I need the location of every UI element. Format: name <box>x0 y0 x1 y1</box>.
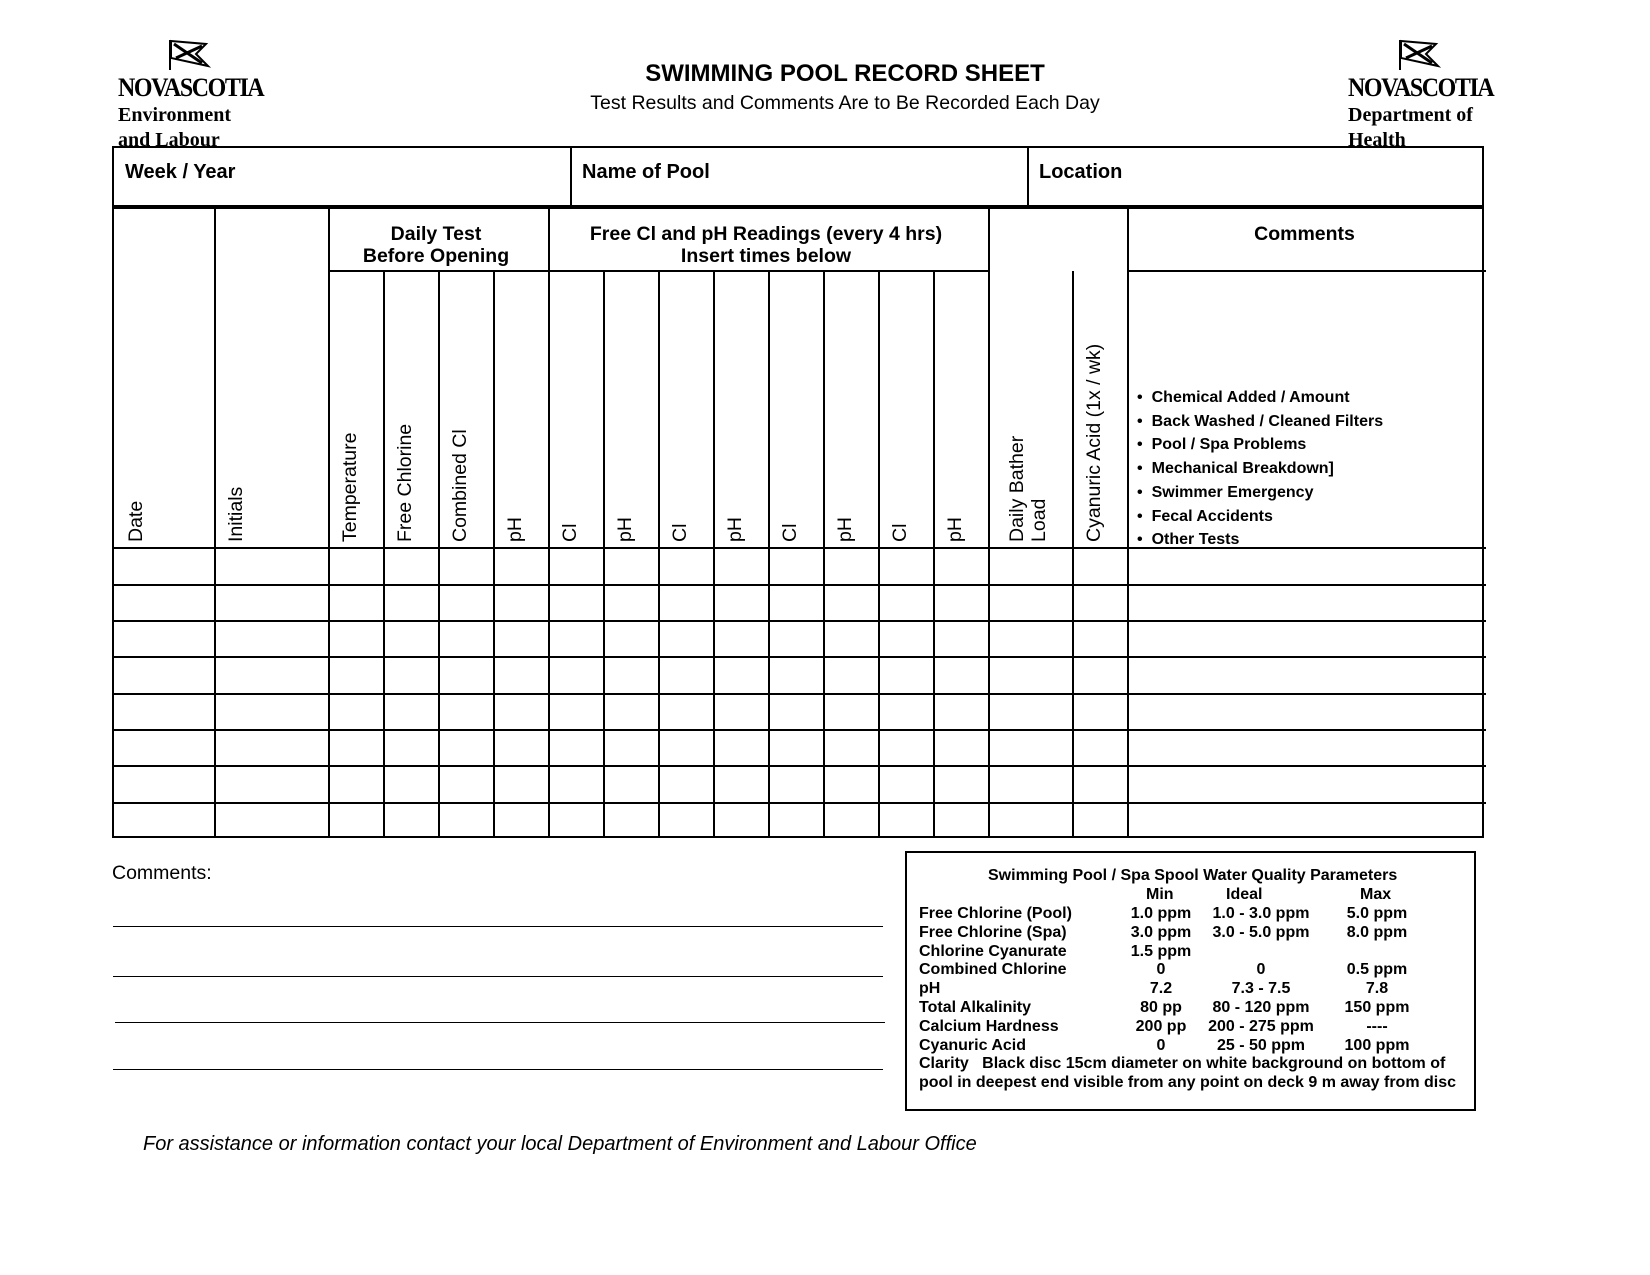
comment-line[interactable] <box>113 976 883 977</box>
col-cl: Cl <box>669 523 691 542</box>
clarity-text: Black disc 15cm diameter on white background on bottom of <box>982 1055 1446 1072</box>
table-row[interactable] <box>116 549 1484 584</box>
col-ph: pH <box>834 517 856 542</box>
col-ph: pH <box>944 517 966 542</box>
param-min: 1.5 ppm <box>1130 942 1192 960</box>
row-divider <box>328 270 988 272</box>
group-line: Insert times below <box>680 245 852 267</box>
table-row[interactable] <box>116 695 1484 729</box>
col-ph: pH <box>614 517 636 542</box>
col-initials: Initials <box>225 486 247 542</box>
group-line: Free Cl and pH Readings (every 4 hrs) <box>589 223 943 245</box>
group-comments: Comments <box>1254 223 1355 245</box>
clarity-row <box>919 1055 1445 1073</box>
table-row[interactable] <box>116 658 1484 693</box>
col-ph: pH <box>504 517 526 542</box>
param-min: 200 pp <box>1135 1017 1187 1035</box>
comments-label: Comments: <box>112 862 212 884</box>
params-col-min: Min <box>1146 886 1174 903</box>
param-min: 0 <box>1156 1036 1166 1054</box>
location-field[interactable] <box>1027 146 1484 208</box>
logo-wordmark: NOVASCOTIA <box>118 73 264 102</box>
list-item: • Other Tests <box>1137 528 1383 552</box>
dept-line: Environment <box>118 104 231 126</box>
param-min: 80 pp <box>1140 999 1182 1016</box>
group-line: Before Opening <box>362 245 510 267</box>
pool-name-label: Name of Pool <box>582 161 710 183</box>
param-name: Total Alkalinity <box>919 999 1032 1016</box>
param-name: Combined Chlorine <box>919 961 1067 979</box>
page-subtitle: Test Results and Comments Are to Be Recorded Each Day <box>590 92 1100 114</box>
params-title: Swimming Pool / Spa Spool Water Quality Parameters <box>988 867 1398 884</box>
pool-name-field[interactable] <box>570 146 1029 208</box>
col-temperature: Temperature <box>339 432 361 542</box>
col-ph: pH <box>724 517 746 542</box>
param-max: 150 ppm <box>1344 999 1410 1016</box>
col-line: Daily Bather <box>1006 435 1028 542</box>
param-name: pH <box>919 980 941 998</box>
location-label: Location <box>1039 161 1123 183</box>
clarity-text-continued: pool in deepest end visible from any point on deck 9 m away from disc <box>919 1074 1457 1091</box>
param-min: 7.2 <box>1149 980 1173 998</box>
col-cl: Cl <box>779 523 801 542</box>
list-item: • Swimmer Emergency <box>1137 481 1383 505</box>
clarity-label: Clarity <box>919 1055 969 1072</box>
dept-line: Department of <box>1348 104 1473 126</box>
table-row[interactable] <box>116 804 1484 836</box>
col-cyanuric-acid: Cyanuric Acid (1x / wk) <box>1083 343 1105 542</box>
param-ideal: 7.3 - 7.5 <box>1231 980 1291 998</box>
page-title: SWIMMING POOL RECORD SHEET <box>645 60 1045 87</box>
param-name: Calcium Hardness <box>919 1017 1059 1035</box>
param-max: 0.5 ppm <box>1346 961 1408 979</box>
col-cl: Cl <box>559 523 581 542</box>
params-col-max: Max <box>1360 886 1392 903</box>
logo-wordmark: NOVASCOTIA <box>1348 73 1494 102</box>
param-max: ---- <box>1366 1017 1388 1035</box>
param-min: 0 <box>1156 961 1166 979</box>
table-row[interactable] <box>116 731 1484 765</box>
comment-items-list <box>1137 386 1383 552</box>
param-name: Chlorine Cyanurate <box>919 942 1067 960</box>
col-line: Load <box>1028 498 1050 542</box>
param-max: 8.0 ppm <box>1346 923 1408 941</box>
param-name: Free Chlorine (Pool) <box>919 905 1072 922</box>
group-line: Daily Test <box>390 223 482 245</box>
param-max: 7.8 <box>1365 980 1389 998</box>
row-divider <box>1127 270 1486 272</box>
dept-line: Health <box>1348 129 1406 151</box>
week-year-label: Week / Year <box>125 161 236 183</box>
param-name: Cyanuric Acid <box>919 1036 1026 1054</box>
col-combined-cl: Combined Cl <box>449 429 471 542</box>
water-quality-parameters <box>905 851 1476 1111</box>
param-min: 1.0 ppm <box>1130 905 1192 922</box>
list-item: • Pool / Spa Problems <box>1137 433 1383 457</box>
list-item: • Fecal Accidents <box>1137 505 1383 529</box>
week-year-field[interactable] <box>112 146 572 208</box>
list-item: • Chemical Added / Amount <box>1137 386 1383 410</box>
table-row[interactable] <box>116 586 1484 620</box>
param-ideal: 0 <box>1256 961 1266 979</box>
list-item: • Back Washed / Cleaned Filters <box>1137 410 1383 434</box>
param-min: 3.0 ppm <box>1130 923 1192 941</box>
param-name: Free Chlorine (Spa) <box>919 923 1067 941</box>
param-ideal: 3.0 - 5.0 ppm <box>1212 923 1310 941</box>
table-row[interactable] <box>116 767 1484 802</box>
param-max: 100 ppm <box>1344 1036 1410 1054</box>
comment-line[interactable] <box>113 926 883 927</box>
col-cl: Cl <box>889 523 911 542</box>
param-ideal: 200 - 275 ppm <box>1208 1017 1314 1035</box>
col-bather-load <box>1006 436 1050 542</box>
param-ideal: 80 - 120 ppm <box>1212 999 1310 1016</box>
group-readings <box>546 223 986 267</box>
footer-note: For assistance or information contact your local Department of Environment and Labour Office <box>143 1133 977 1155</box>
col-free-chlorine: Free Chlorine <box>394 423 416 542</box>
comment-line[interactable] <box>115 1022 885 1023</box>
comment-line[interactable] <box>113 1069 883 1070</box>
param-ideal: 25 - 50 ppm <box>1216 1036 1306 1054</box>
dept-line: and Labour <box>118 129 220 151</box>
param-max: 5.0 ppm <box>1346 905 1408 922</box>
list-item: • Mechanical Breakdown] <box>1137 457 1383 481</box>
group-daily-test <box>326 223 546 267</box>
params-col-ideal: Ideal <box>1226 886 1263 903</box>
table-row[interactable] <box>116 622 1484 656</box>
param-ideal: 1.0 - 3.0 ppm <box>1212 905 1310 922</box>
col-date: Date <box>125 500 147 542</box>
